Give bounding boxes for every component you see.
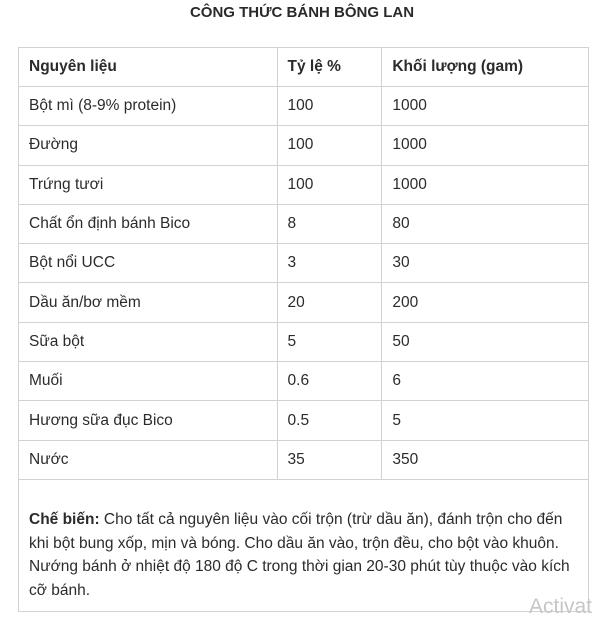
cell-ingredient: Trứng tươi — [19, 165, 278, 204]
cell-ratio: 100 — [277, 87, 382, 126]
header-weight: Khối lượng (gam) — [382, 48, 589, 87]
table-row — [19, 204, 589, 243]
cell-ingredient: Muối — [19, 362, 278, 401]
cell-weight: 6 — [382, 362, 589, 401]
page-title: CÔNG THỨC BÁNH BÔNG LAN — [189, 4, 415, 21]
cell-weight: 350 — [382, 440, 589, 479]
cell-ingredient: Đường — [19, 126, 278, 165]
cell-ratio: 5 — [277, 322, 382, 361]
table-row — [19, 126, 589, 165]
cell-weight: 1000 — [382, 126, 589, 165]
cell-ratio: 8 — [277, 204, 382, 243]
cell-ingredient: Chất ổn định bánh Bico — [19, 204, 278, 243]
cell-weight: 200 — [382, 283, 589, 322]
table-header-row — [19, 48, 589, 87]
cell-ingredient: Dầu ăn/bơ mềm — [19, 283, 278, 322]
cell-ingredient: Nước — [19, 440, 278, 479]
cell-ratio: 20 — [277, 283, 382, 322]
preparation-label: Chế biến: — [29, 511, 100, 528]
recipe-table — [18, 47, 589, 480]
table-row — [19, 244, 589, 283]
cell-ratio: 100 — [277, 165, 382, 204]
table-row — [19, 362, 589, 401]
cell-weight: 1000 — [382, 165, 589, 204]
table-row — [19, 165, 589, 204]
header-ingredient: Nguyên liệu — [19, 48, 278, 87]
cell-weight: 80 — [382, 204, 589, 243]
cell-ingredient: Bột nổi UCC — [19, 244, 278, 283]
table-row — [19, 322, 589, 361]
preparation-notes — [18, 478, 589, 612]
table-row — [19, 440, 589, 479]
cell-weight: 50 — [382, 322, 589, 361]
cell-ratio: 35 — [277, 440, 382, 479]
table-row — [19, 401, 589, 440]
table-row — [19, 87, 589, 126]
cell-ingredient: Bột mì (8-9% protein) — [19, 87, 278, 126]
cell-ratio: 100 — [277, 126, 382, 165]
cell-weight: 30 — [382, 244, 589, 283]
header-ratio: Tỷ lệ % — [277, 48, 382, 87]
cell-ingredient: Hương sữa đục Bico — [19, 401, 278, 440]
cell-ratio: 0.5 — [277, 401, 382, 440]
cell-ratio: 0.6 — [277, 362, 382, 401]
activation-watermark: Activat — [529, 595, 593, 618]
cell-weight: 5 — [382, 401, 589, 440]
cell-ingredient: Sữa bột — [19, 322, 278, 361]
cell-ratio: 3 — [277, 244, 382, 283]
table-row — [19, 283, 589, 322]
preparation-text: Cho tất cả nguyên liệu vào cối trộn (trừ dầu ăn), đánh trộn cho đến khi bột bung xốp, mịn và bóng. Cho dầu ăn vào, trộn đều, cho bột vào khuôn. Nướng bánh ở nhiệt độ 180 độ C trong thời gian 20-30 phút tùy thuộc vào kích cỡ bánh. — [29, 511, 570, 599]
cell-weight: 1000 — [382, 87, 589, 126]
